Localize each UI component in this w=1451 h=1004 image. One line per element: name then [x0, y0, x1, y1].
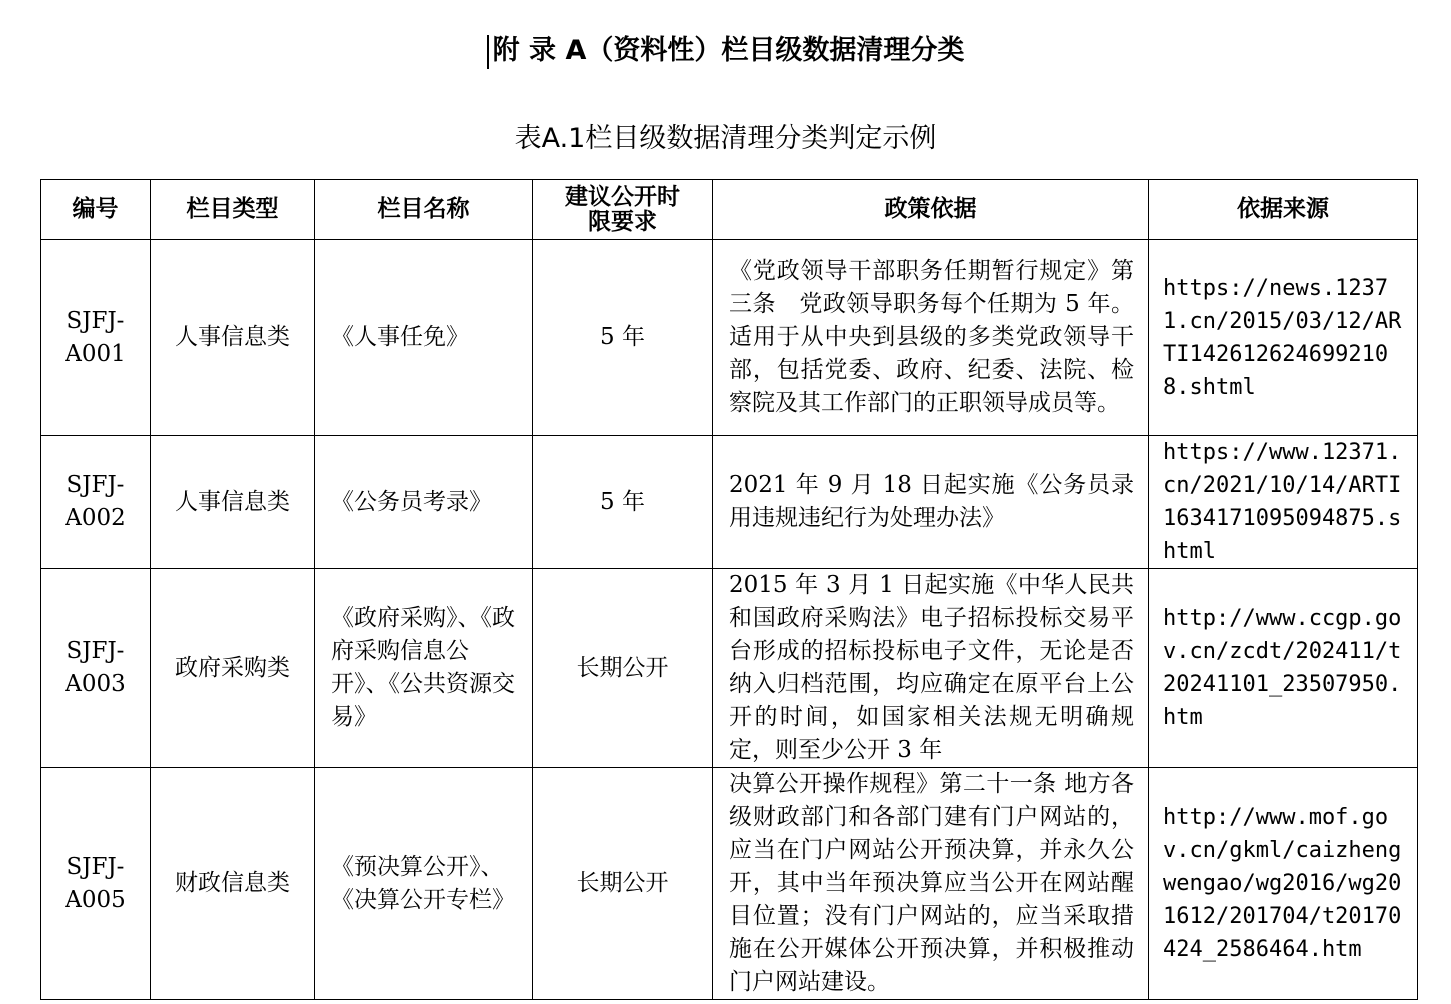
cell-type: 人事信息类 [151, 436, 315, 569]
table-header-row [41, 180, 1418, 240]
cell-period: 长期公开 [533, 569, 713, 768]
classification-table [40, 179, 1418, 1000]
table-row [41, 436, 1418, 569]
cell-source: https://news.12371.cn/2015/03/12/ARTI1426126246992108.shtml [1149, 240, 1418, 436]
cell-type: 人事信息类 [151, 240, 315, 436]
cell-name: 《公务员考录》 [315, 436, 533, 569]
cell-type: 政府采购类 [151, 569, 315, 768]
cell-policy: 2021 年 9 月 18 日起实施《公务员录用违规违纪行为处理办法》 [713, 436, 1149, 569]
cell-source: https://www.12371.cn/2021/10/14/ARTI1634171095094875.shtml [1149, 436, 1418, 569]
table-title: 表A.1栏目级数据清理分类判定示例 [514, 123, 937, 154]
header-name: 栏目名称 [315, 180, 533, 240]
cell-id [41, 240, 151, 436]
cell-name: 《政府采购》、《政府采购信息公开》、《公共资源交易》 [315, 569, 533, 768]
cell-period: 长期公开 [533, 768, 713, 1000]
cell-id [41, 768, 151, 1000]
table-row [41, 768, 1418, 1000]
cell-id [41, 436, 151, 569]
cell-id-text: SJFJ-A003 [65, 638, 126, 697]
header-policy: 政策依据 [713, 180, 1149, 240]
header-period [533, 180, 713, 240]
cell-period: 5 年 [533, 436, 713, 569]
text-cursor [487, 35, 489, 69]
cell-id-text: SJFJ-A005 [65, 853, 126, 913]
table-row [41, 240, 1418, 436]
header-type: 栏目类型 [151, 180, 315, 240]
cell-id-text: SJFJ-A001 [65, 307, 126, 367]
cell-source: http://www.ccgp.gov.cn/zcdt/202411/t20241101_23507950.htm [1149, 569, 1418, 768]
header-period-text: 建议公开时限要求 [565, 183, 680, 235]
cell-id [41, 569, 151, 768]
appendix-title-text: 附 录 A（资料性）栏目级数据清理分类 [492, 35, 965, 66]
cell-period: 5 年 [533, 240, 713, 436]
header-id: 编号 [41, 180, 151, 240]
cell-policy: 2015 年 3 月 1 日起实施《中华人民共和国政府采购法》电子招标投标交易平台形成的招标投标电子文件，无论是否纳入归档范围，均应确定在原平台上公开的时间，如国家相关法规无明确规定，则至少公开 3 年 [713, 569, 1149, 768]
header-source: 依据来源 [1149, 180, 1418, 240]
cell-type: 财政信息类 [151, 768, 315, 1000]
cell-name: 《人事任免》 [315, 240, 533, 436]
table-row [41, 569, 1418, 768]
cell-name: 《预决算公开》、《决算公开专栏》 [315, 768, 533, 1000]
cell-id-text: SJFJ-A002 [65, 472, 126, 531]
appendix-title [0, 28, 1451, 69]
cell-policy: 决算公开操作规程》第二十一条 地方各级财政部门和各部门建有门户网站的，应当在门户网站公开预决算，并永久公开，其中当年预决算应当公开在网站醒目位置；没有门户网站的，应当采取措施在公开媒体公开预决算，并积极推动门户网站建设。 [713, 768, 1149, 1000]
cell-source: http://www.mof.gov.cn/gkml/caizhengwengao/wg2016/wg201612/201704/t20170424_2586464.htm [1149, 768, 1418, 1000]
cell-policy: 《党政领导干部职务任期暂行规定》第三条 党政领导职务每个任期为 5 年。适用于从中央到县级的多类党政领导干部，包括党委、政府、纪委、法院、检察院及其工作部门的正职领导成员等。 [713, 240, 1149, 436]
